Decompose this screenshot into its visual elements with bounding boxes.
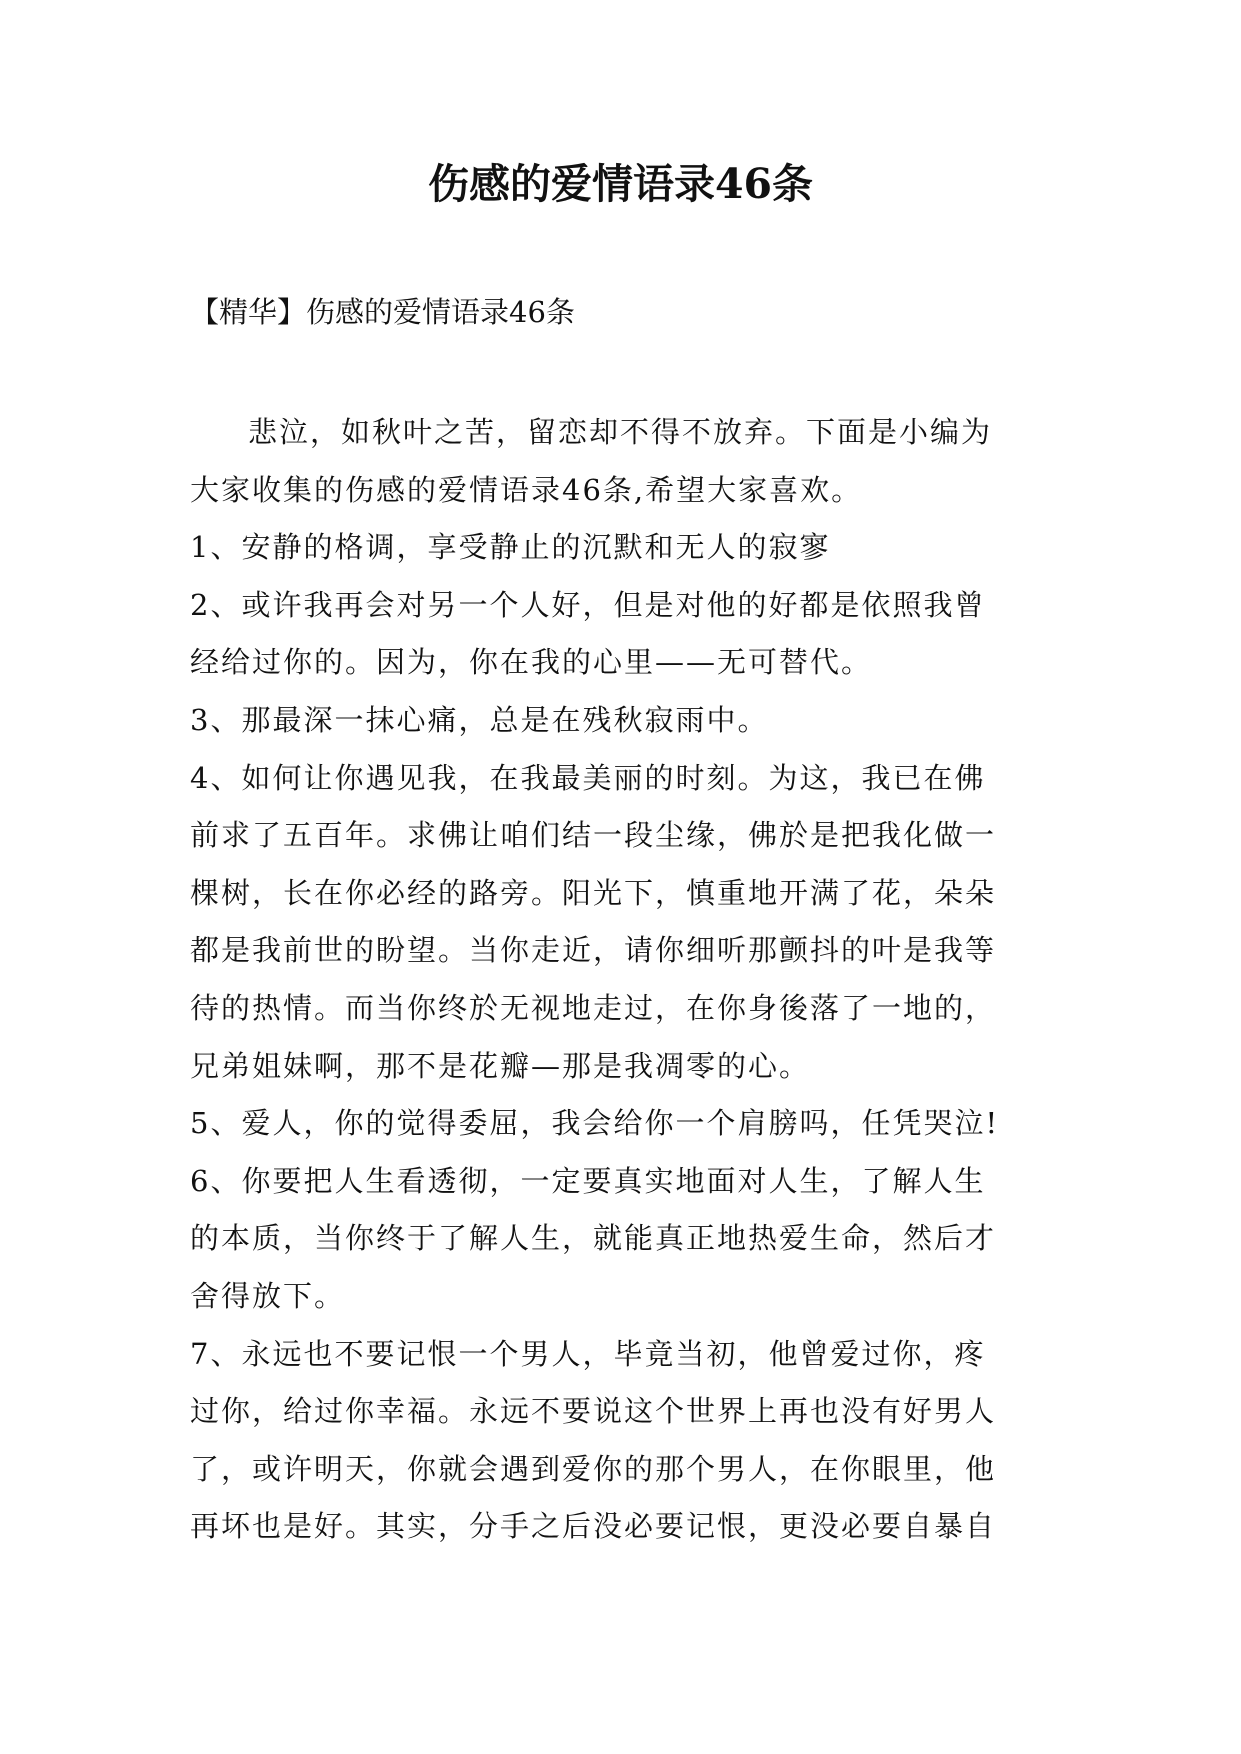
quote-line: 7、永远也不要记恨一个男人，毕竟当初，他曾爱过你，疼 bbox=[190, 1336, 986, 1371]
document-subtitle: 【精华】伤感的爱情语录46条 bbox=[190, 295, 575, 329]
quote-line: 前求了五百年。求佛让咱们结一段尘缘，佛於是把我化做一 bbox=[190, 818, 997, 853]
quote-line: 了，或许明天，你就会遇到爱你的那个男人，在你眼里，他 bbox=[190, 1451, 997, 1486]
paragraph-line: 大家收集的伤感的爱情语录46条,希望大家喜欢。 bbox=[190, 472, 863, 507]
quote-line: 兄弟姐妹啊，那不是花瓣—那是我凋零的心。 bbox=[190, 1048, 811, 1083]
paragraph-line: 悲泣，如秋叶之苦，留恋却不得不放弃。下面是小编为 bbox=[248, 415, 993, 449]
quote-line: 经给过你的。因为，你在我的心里——无可替代。 bbox=[190, 645, 873, 680]
quote-line: 棵树，长在你必经的路旁。阳光下，慎重地开满了花，朵朵 bbox=[190, 875, 997, 910]
quote-line: 4、如何让你遇见我，在我最美丽的时刻。为这，我已在佛 bbox=[190, 760, 986, 795]
quote-line: 都是我前世的盼望。当你走近，请你细听那颤抖的叶是我等 bbox=[190, 933, 997, 968]
quote-line: 的本质，当你终于了解人生，就能真正地热爱生命，然后才 bbox=[190, 1221, 997, 1256]
quote-line: 再坏也是好。其实，分手之后没必要记恨，更没必要自暴自 bbox=[190, 1509, 997, 1544]
document-title: 伤感的爱情语录46条 bbox=[427, 160, 814, 208]
quote-line: 过你，给过你幸福。永远不要说这个世界上再也没有好男人 bbox=[190, 1394, 997, 1429]
document-body bbox=[190, 404, 1060, 1556]
quote-line: 2、或许我再会对另一个人好，但是对他的好都是依照我曾 bbox=[190, 587, 986, 622]
quote-line: 6、你要把人生看透彻，一定要真实地面对人生，了解人生 bbox=[190, 1163, 986, 1198]
quote-line: 3、那最深一抹心痛，总是在残秋寂雨中。 bbox=[190, 702, 769, 737]
quote-line: 5、爱人，你的觉得委屈，我会给你一个肩膀吗，任凭哭泣! bbox=[190, 1106, 1000, 1141]
quote-line: 1、安静的格调，享受静止的沉默和无人的寂寥 bbox=[190, 530, 831, 565]
quote-line: 待的热情。而当你终於无视地走过，在你身後落了一地的， bbox=[190, 990, 997, 1025]
quote-line: 舍得放下。 bbox=[190, 1278, 346, 1313]
